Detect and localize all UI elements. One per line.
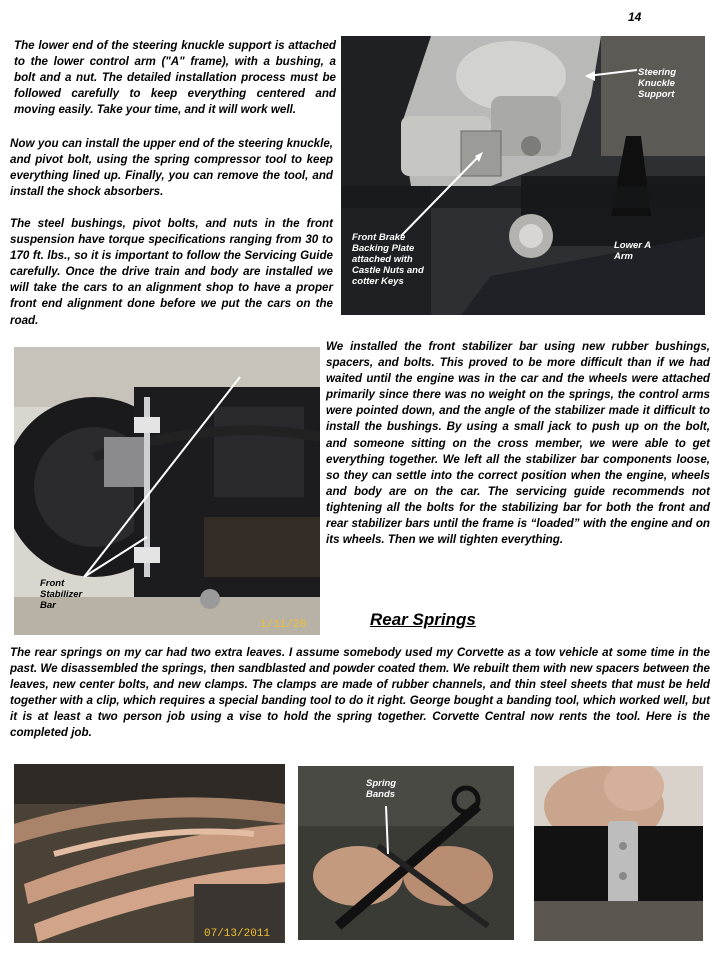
page-number: 14 bbox=[628, 10, 642, 24]
label-steering-knuckle: Steering Knuckle Support bbox=[638, 67, 677, 100]
label-spring-bands: Spring Bands bbox=[366, 778, 397, 800]
heading-rear-springs: Rear Springs bbox=[370, 610, 476, 629]
photo2-date-stamp: 1/11/20 bbox=[260, 619, 307, 631]
paragraph-knuckle-upper: Now you can install the upper end of the steering knuckle, and pivot bolt, using the spring compressor tool to keep everything lined up. Finally, you can remove the tool, and install the shock absorbers. bbox=[10, 137, 333, 199]
label-brake-plate: Front Brake Backing Plate attached with Castle Nuts and cotter Keys bbox=[352, 232, 424, 287]
photo-banding-tool bbox=[298, 766, 514, 940]
photo-spring-leaves bbox=[14, 764, 285, 943]
paragraph-torque: The steel bushings, pivot bolts, and nuts in the front suspension have torque specifications ranging from 30 to 170 ft. lbs., so it is important to follow the Servicing Guide carefully. Once the drive train and body are installed we will take the cars to an alignment shop to have a proper front end alignment done before we put the cars on the road. bbox=[10, 217, 333, 327]
paragraph-stabilizer: We installed the front stabilizer bar using new rubber bushings, spacers, and bolts. This proved to be more difficult than if we had waited until the engine was in the car and the wheels were attached primarily since there was no weight on the springs, the control arms were pointed down, and the angle of the stabilizer made it difficult to install the bushings. By using a small jack to push up on the bolt, and someone sitting on the cross member, we were able to get everything together. We left all the stabilizer bar components loose, so they can settle into the correct position when the engine, wheels and body are on the car. The servicing guide recommends not tightening all the bolts for the stabilizing bar for both the front and rear stabilizer bars until the frame is “loaded” with the engine and on its wheels. Then we will tighten everything. bbox=[326, 340, 710, 547]
photo3-date-stamp: 07/13/2011 bbox=[204, 928, 271, 940]
paragraph-rear-springs: The rear springs on my car had two extra leaves. I assume somebody used my Corvette as a tow vehicle at some time in the past. We disassembled the springs, then sandblasted and powder coated them. We rebuilt them with new spacers between the leaves, new center bolts, and new clamps. The clamps are made of rubber channels, and thin steel sheets that must be held together with a clip, which requires a special banding tool to do it right. George bought a banding tool, which worked well, but it is at least a two person job using a vise to hold the spring together. Corvette Central now rents the tool. Here is the completed job. bbox=[10, 646, 710, 740]
label-lower-arm: Lower A Arm bbox=[614, 240, 652, 262]
photo-spring-clamp bbox=[534, 766, 703, 941]
paragraph-knuckle-lower: The lower end of the steering knuckle support is attached to the lower control arm ("A" frame), with a bushing, a bolt and a nut. The detailed installation process must be followed carefully to keep everything centered and moving easily. Take your time, and it will work well. bbox=[14, 39, 336, 117]
label-front-stabilizer: Front Stabilizer Bar bbox=[40, 578, 83, 611]
